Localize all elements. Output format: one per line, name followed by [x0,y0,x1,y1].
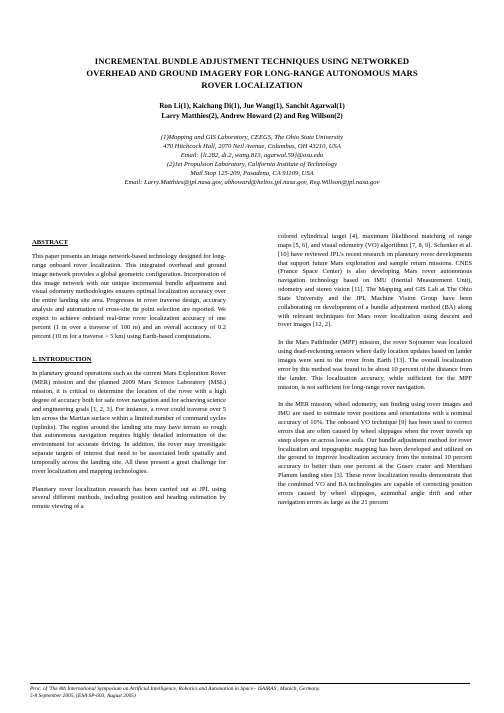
footer-line-2: 5-8 September 2005, (ESA SP-603, August 2005) [30,693,136,699]
page-footer [30,683,470,700]
intro-paragraph-1: In planetary ground operations such as the current Mars Exploration Rover (MER) mission and the planned 2009 Mars Science Laboratory (MSL) mission, it is critical to determine the location of the rover with a high degree of accuracy both for safe rover navigation and for achieving science and engineering goals [1, 2, 3]. For instance, a rover could traverse over 5 km across the Martian surface within a limited number of command cycles (uplinks). The region around the landing site may have terrain so rough that autonomous navigation requires highly detailed information of the environment for accurate driving. In addition, the rover may investigate separate targets of interest that need to be associated both spatially and temporally across the landing site. All these present a great challenge for rover localization and mapping technologies. [32,370,226,475]
right-paragraph-2: In the Mars Pathfinder (MPF) mission, the rover Sojourner was localized using dead-reckoning sensors where daily location updates based on lander images were sent to the rover from Earth [13]. The overall localization error by this method was found to be about 10 percent of the distance from the lander. This localization accuracy, while sufficient for the MPF mission, is not sufficient for long-range rover navigation. [278,339,472,391]
affiliation-line-5: Mail Stop 125-209, Pasadena, CA 91109, USA [190,170,314,177]
affiliation-line-3: Email: {li.282, di.2, wang.813, agarwal.59}@osu.edu [180,152,324,159]
abstract-text: This paper presents an image network-based technology designed for long-range onboard rover localization. This integrated overhead and ground image network provides a global geometric configuration. Incorporation of this image network with our unique incremental bundle adjustment and visual odometry methodologies ensures optimal localization accuracy over the entire landing site area. Progresses in rover traverse design, accuracy analysis and automation of cross-site tie point selection are reported. We expect to achieve onboard real-time rover localization accuracy of one percent (1 m over a traverse of 100 m) and an overall accuracy of 0.2 percent (10 m for a traverse > 5 km) using Earth-based computations. [32,253,226,340]
introduction-heading: 1. INTRODUCTION [32,356,92,364]
affiliation-line-1: (1)Mapping and GIS Laboratory, CEEGS, The Ohio State University [160,134,344,141]
left-column [32,238,226,521]
footer-line-1: Proc. of 'The 8th International Symposium on Artificial Intelligence, Robotics and Automation in Space - iSAIRAS', Munich, Germany. [30,686,321,692]
authors-line-2: Larry Matthies(2), Andrew Howard (2) and Reg Willson(2) [161,112,343,120]
affiliation-line-6: Email: Larry.Matthies@jpl.nasa.gov, abhoward@helios.jpl.nasa.gov, Reg.Willson@jpl.nasa.gov [124,179,380,186]
author-list [40,101,464,121]
right-column [278,233,472,516]
title-line-1: INCREMENTAL BUNDLE ADJUSTMENT TECHNIQUES USING NETWORKED [94,56,410,66]
right-paragraph-1: colored cylindrical target [4], maximum likelihood matching of range maps [5, 6], and visual odometry (VO) algorithms [7, 8, 9]. Schenker et al. [10] have reviewed JPL's recent research on planetary rover developments that support future Mars exploration and sample return missions. CNES (France Space Center) is also developing Mars rover autonomous navigation technology based on IMU (Inertial Measurement Unit), odometry and stereo vision [11]. The Mapping and GIS Lab at The Ohio State University and the JPL Machine Vision Group have been collaborating on development of a bundle adjustment method (BA) along with relevant techniques for Mars rover localization using descent and rover images [12, 2]. [278,233,472,329]
authors-line-1: Ron Li(1), Kaichang Di(1), Jue Wang(1), Sanchit Agarwal(1) [159,102,345,110]
affiliations [30,133,474,187]
intro-paragraph-2: Planetary rover localization research has been carried out at JPL using several different methods, including position and heading estimation by remote viewing of a [32,485,226,511]
affiliation-line-4: (2)Jet Propulsion Laboratory, California Institute of Technology [166,161,338,168]
title-line-3: ROVER LOCALIZATION [201,80,303,90]
title-line-2: OVERHEAD AND GROUND IMAGERY FOR LONG-RANGE AUTONOMOUS MARS [86,68,418,78]
right-paragraph-3: In the MER mission, wheel odometry, sun finding using rover images and IMU are used to estimate rover positions and orientations with a nominal accuracy of 10%. The onboard VO technique [9] has been used to correct errors that are often caused by wheel slippages when the rover travels up steep slopes or across loose soils. Our bundle adjustment method for rover localization and topographic mapping has been developed and utilized on the ground to improve localization accuracy from the nominal 10 percent accuracy to better than one percent at the Gusev crater and Meridiani Planum landing sites [3]. These rover localization results demonstrate that the combined VO and BA technologies are capable of correcting position errors caused by wheel slippages, azimuthal angle drift and other navigation errors as large as the 21 percent [278,401,472,506]
affiliation-line-2: 470 Hitchcock Hall, 2070 Neil Avenue, Columbus, OH 43210, USA [163,143,341,150]
paper-title [40,55,464,91]
abstract-heading: ABSTRACT [32,239,68,246]
